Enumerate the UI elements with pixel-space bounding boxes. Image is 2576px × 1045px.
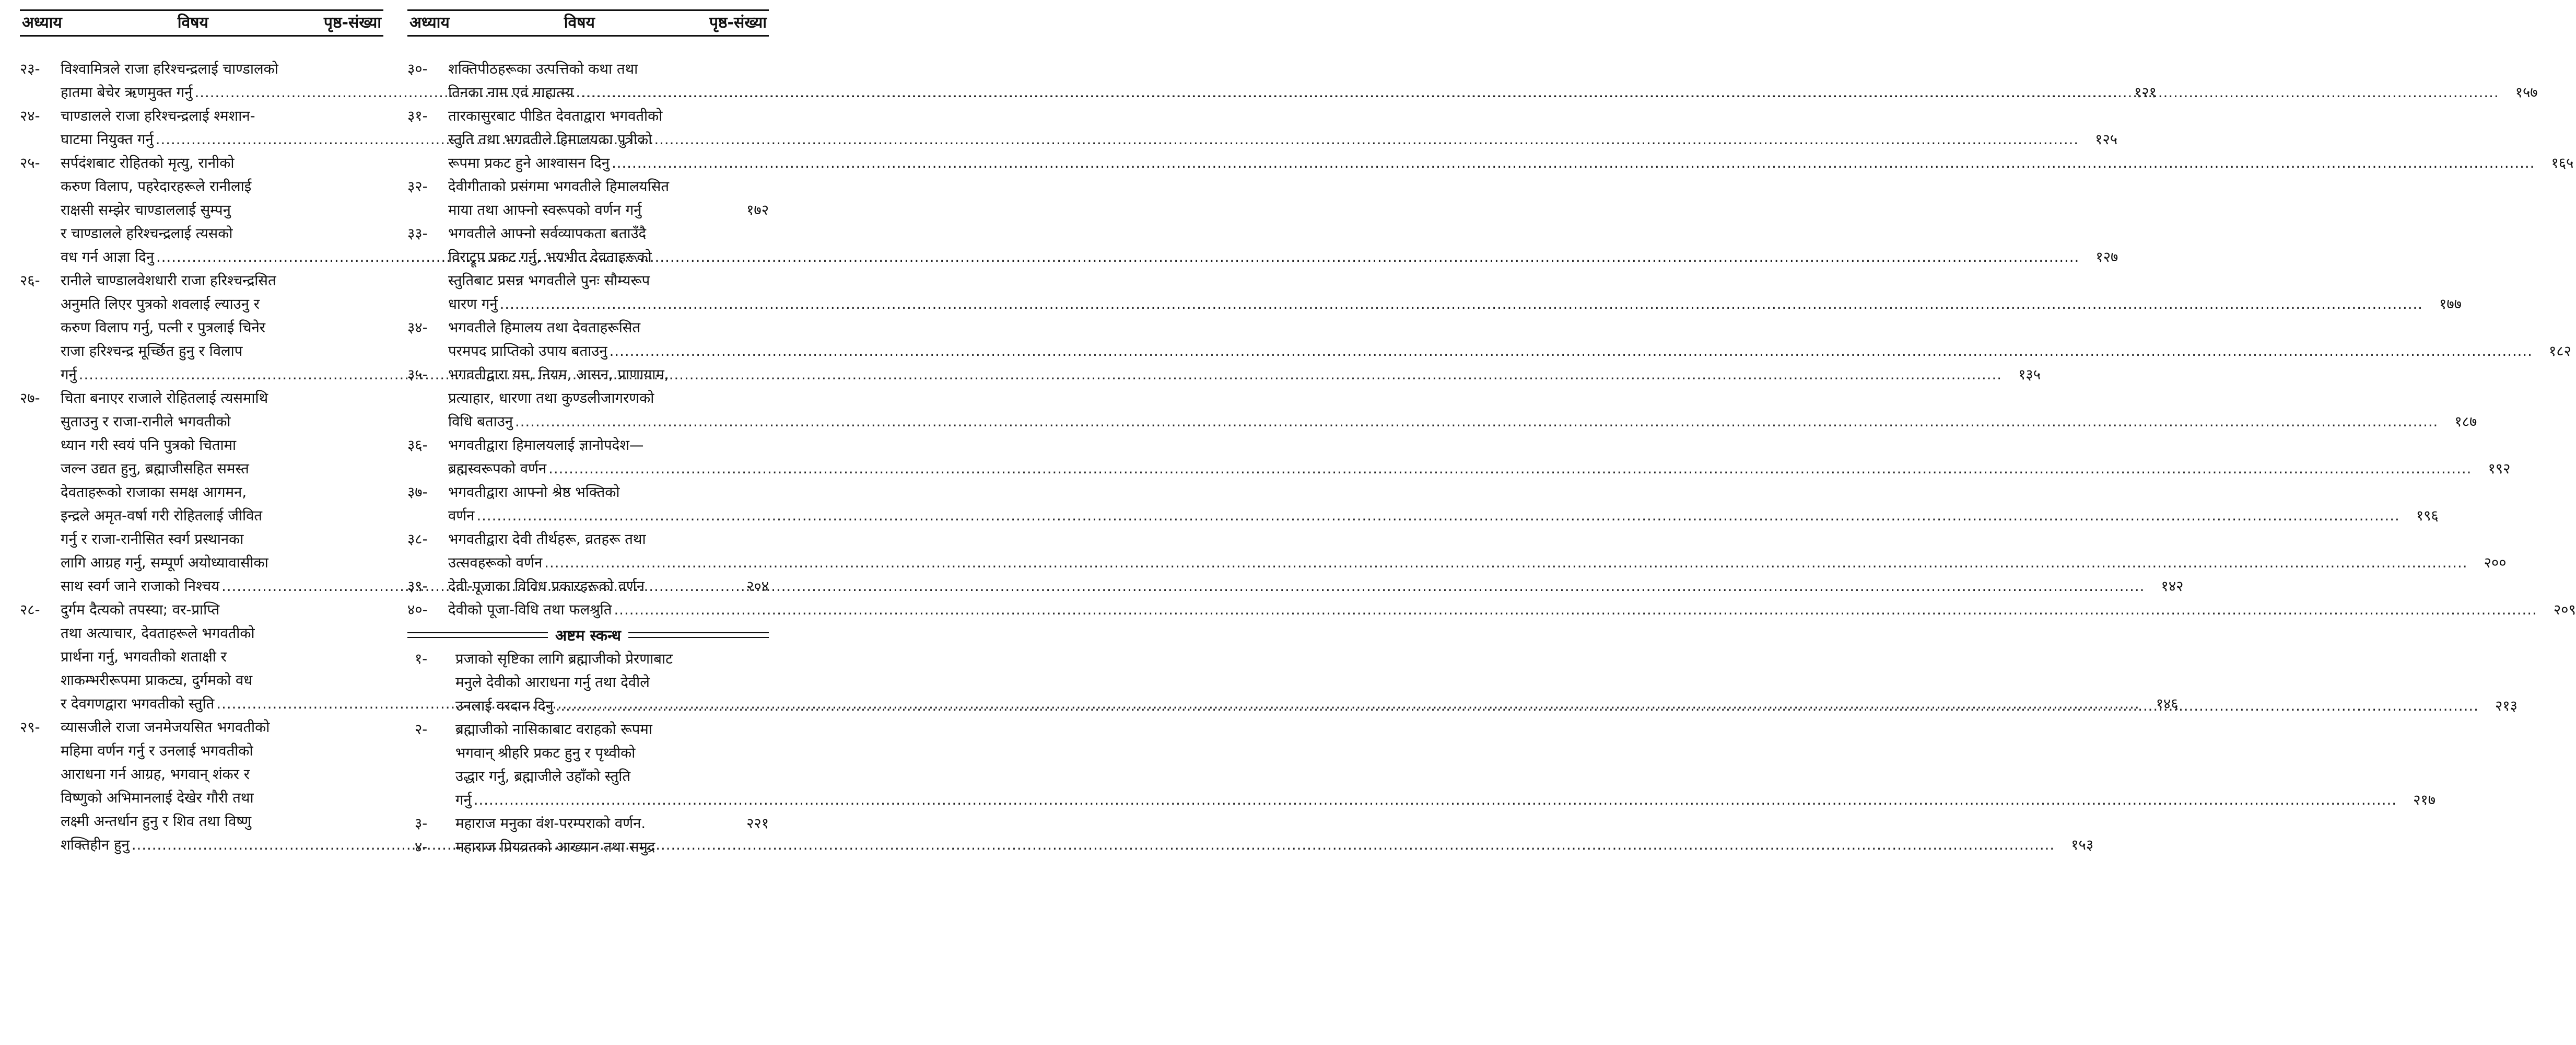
entry-text: राक्षसी सम्झेर चाण्डाललाई सुम्पनु <box>61 202 231 218</box>
dot-leader <box>614 598 2537 622</box>
entry-text: र चाण्डालले हरिश्चन्द्रलाई त्यसको <box>61 225 233 242</box>
entry-text: जल्न उद्यत हुनु, ब्रह्माजीसहित समस्त <box>61 460 249 477</box>
entry-line <box>448 57 2538 81</box>
entry-text: उत्सवहरूको वर्णन <box>448 554 543 571</box>
entry-line <box>448 598 2576 622</box>
column-header <box>407 9 769 37</box>
entry-text: र देवगणद्वारा भगवतीको स्तुति <box>61 695 215 712</box>
entry-line <box>455 671 2518 694</box>
chapter-number: ३- <box>415 815 428 832</box>
entry-text: राजा हरिश्चन्द्र मूर्च्छित हुनु र विलाप <box>61 343 243 359</box>
entry-text: व्यासजीले राजा जनमेजयसित भगवतीको <box>61 719 270 736</box>
toc-entry <box>407 175 769 222</box>
entry-line <box>448 434 2510 457</box>
chapter-number: २६- <box>20 272 40 289</box>
entry-line <box>448 104 2573 128</box>
chapter-number: ३४- <box>407 319 428 336</box>
entry-text: विष्णुको अभिमानलाई देखेर गौरी तथा <box>61 789 254 806</box>
entry-text: घाटमा नियुक्त गर्नु <box>61 131 154 148</box>
entry-text: इन्द्रले अमृत-वर्षा गरी रोहितलाई जीवित <box>61 507 263 524</box>
entry-text: उनलाई वरदान दिनु <box>455 698 554 714</box>
page-number: १५३ <box>2071 837 2094 853</box>
double-rule <box>628 632 769 638</box>
toc-entry <box>415 718 2436 812</box>
entry-line <box>455 812 769 835</box>
entry-text: ब्रह्माजीको नासिकाबाट वराहको रूपमा <box>455 721 652 738</box>
dot-leader <box>474 788 2397 812</box>
chapter-number: ४- <box>415 839 428 855</box>
entry-line <box>448 128 2573 152</box>
entry-text: मनुले देवीको आराधना गर्नु तथा देवीले <box>455 674 650 691</box>
entry-text: लागि आग्रह गर्नु, सम्पूर्ण अयोध्यावासीका <box>61 554 268 571</box>
entry-text: चाण्डालले राजा हरिश्चन्द्रलाई श्मशान- <box>61 108 255 124</box>
entry-text: भगवतीले आफ्नो सर्वव्यापकता बताउँदै <box>448 225 647 242</box>
entry-text: प्रार्थना गर्नु, भगवतीको शताक्षी र <box>61 648 227 665</box>
page-number: २१७ <box>2413 792 2436 808</box>
chapter-number: ३५- <box>407 366 428 383</box>
entry-line <box>448 152 2573 175</box>
page-number: १९२ <box>2488 460 2511 477</box>
page-number: १८२ <box>2549 343 2571 359</box>
entry-text: भगवान् श्रीहरि प्रकट हुनु र पृथ्वीको <box>455 745 636 761</box>
entry-text: महाराज प्रियव्रतको आख्यान तथा समुद्र <box>455 839 655 855</box>
page-number: १२७ <box>2095 249 2118 265</box>
entry-text: गर्नु र राजा-रानीसित स्वर्ग प्रस्थानका <box>61 531 244 548</box>
entry-line <box>61 575 2183 598</box>
entry-line <box>448 551 2507 575</box>
dot-leader <box>515 410 2438 434</box>
entry-text: साथ स्वर्ग जाने राजाको निश्चय <box>61 578 220 595</box>
entry-line <box>455 741 2436 765</box>
chapter-number: ३८- <box>407 531 428 548</box>
chapter-number: २९- <box>20 719 40 736</box>
page-number: १७७ <box>2439 296 2462 312</box>
entry-text: देवताहरूको राजाका समक्ष आगमन, <box>61 484 247 501</box>
entry-text: भगवतीद्वारा देवी तीर्थहरू, व्रतहरू तथा <box>448 531 646 548</box>
entry-text: तथा अत्याचार, देवताहरूले भगवतीको <box>61 625 255 642</box>
entry-text: महाराज मनुका वंश-परम्पराको वर्णन. <box>455 815 646 832</box>
page-number: १२५ <box>2095 131 2118 148</box>
entry-text: वर्णन <box>448 507 475 524</box>
entry-line <box>61 622 2179 645</box>
entry-text: गर्नु <box>61 366 77 383</box>
entry-text: ब्रह्मस्वरूपको वर्णन <box>448 460 547 477</box>
entry-line <box>448 81 2538 104</box>
entry-text: भगवतीद्वारा हिमालयलाई ज्ञानोपदेश— <box>448 437 644 454</box>
entry-text: माया तथा आफ्नो स्वरूपको वर्णन गर्नु <box>448 202 642 218</box>
page-number: २२१ <box>746 815 769 832</box>
dot-leader <box>610 340 2533 363</box>
page-number: २०४ <box>746 578 769 595</box>
toc-entry <box>407 481 2439 528</box>
entry-text: धारण गर्नु <box>448 296 498 312</box>
entry-line <box>61 175 2118 199</box>
entry-text: ध्यान गरी स्वयं पनि पुत्रको चितामा <box>61 437 237 454</box>
entry-line <box>455 788 2436 812</box>
entry-text: भगवतीद्वारा आफ्नो श्रेष्ठ भक्तिको <box>448 484 620 501</box>
toc-entry <box>415 812 769 835</box>
entry-line <box>448 528 2507 551</box>
entry-text: रूपमा प्रकट हुने आश्वासन दिनु <box>448 155 610 171</box>
entry-text: हातमा बेचेर ऋणमुक्त गर्नु <box>61 84 193 101</box>
column-header <box>20 9 383 37</box>
skandha-heading <box>407 625 769 645</box>
entry-line <box>61 833 2093 857</box>
chapter-number: २- <box>415 721 428 738</box>
entry-text: स्तुति तथा भगवतीले हिमालयका पुत्रीको <box>448 131 652 148</box>
entry-text: विधि बताउनु <box>448 413 513 430</box>
entry-text: रानीले चाण्डालवेशधारी राजा हरिश्चन्द्रसित <box>61 272 276 289</box>
entry-line <box>448 222 2462 246</box>
chapter-number: ३२- <box>407 178 428 195</box>
entry-text: दुर्गम दैत्यको तपस्या; वर-प्राप्ति <box>61 601 220 618</box>
chapter-number: ४०- <box>407 601 428 618</box>
entry-text: आराधना गर्न आग्रह, भगवान् शंकर र <box>61 766 250 783</box>
entry-line <box>61 810 2093 833</box>
dot-leader <box>544 551 2467 575</box>
entry-line <box>455 718 2436 741</box>
entry-text: चिता बनाएर राजाले रोहितलाई त्यसमाथि <box>61 390 268 407</box>
entry-line <box>448 175 769 199</box>
double-rule <box>407 632 548 638</box>
toc-entry <box>415 835 769 859</box>
entry-line <box>448 269 2462 293</box>
entry-text: वध गर्न आज्ञा दिनु <box>61 249 155 265</box>
entry-text: उद्धार गर्नु, ब्रह्माजीले उहाँको स्तुति <box>455 768 631 785</box>
dot-leader <box>576 81 2499 104</box>
header-page-number: पृष्ठ-संख्या <box>323 14 381 32</box>
entry-line <box>448 410 2477 434</box>
skandha-title: अष्टम स्कन्ध <box>555 626 621 644</box>
dot-leader <box>548 457 2472 481</box>
page-number: १४६ <box>2156 695 2179 712</box>
entry-text: विश्वामित्रले राजा हरिश्चन्द्रलाई चाण्डालको <box>61 61 278 77</box>
entry-text: देवी-पूजाका विविध प्रकारहरूको वर्णन <box>448 578 645 595</box>
chapter-number: ३७- <box>407 484 428 501</box>
entry-text: तारकासुरबाट पीडित देवताद्वारा भगवतीको <box>448 108 663 124</box>
page-number: १८७ <box>2454 413 2477 430</box>
entry-text: प्रत्याहार, धारणा तथा कुण्डलीजागरणको <box>448 390 654 407</box>
entry-line <box>448 481 2439 504</box>
entry-text: भगवतीले हिमालय तथा देवताहरूसित <box>448 319 641 336</box>
chapter-number: ३९- <box>407 578 428 595</box>
chapter-number: ३३- <box>407 225 428 242</box>
chapter-number: २८- <box>20 601 40 618</box>
entry-text: अनुमति लिएर पुत्रको शवलाई ल्याउनु र <box>61 296 260 312</box>
entry-text: सर्पदंशबाट रोहितको मृत्यु, रानीको <box>61 155 235 171</box>
toc-entry <box>407 575 769 598</box>
page-number: १३५ <box>2018 366 2041 383</box>
page-number: २०९ <box>2553 601 2576 618</box>
entry-text: महिमा वर्णन गर्नु र उनलाई भगवतीको <box>61 742 253 759</box>
entry-line <box>448 363 2477 387</box>
entry-text: विराट्रूप प्रकट गर्नु, भयभीत देवताहरूको <box>448 249 652 265</box>
dot-leader <box>500 293 2423 316</box>
chapter-number: ३६- <box>407 437 428 454</box>
entry-line <box>455 835 769 859</box>
page-number: १५७ <box>2515 84 2538 101</box>
chapter-number: १- <box>415 651 428 667</box>
page-number: २१३ <box>2495 698 2518 714</box>
entry-text: शक्तिपीठहरूका उत्पत्तिको कथा तथा <box>448 61 638 77</box>
header-chapter: अध्याय <box>22 14 62 32</box>
chapter-number: ३१- <box>407 108 428 124</box>
entry-text: शक्तिहीन हुनु <box>61 837 130 853</box>
dot-leader <box>556 694 2479 718</box>
entry-text: देवीको पूजा-विधि तथा फलश्रुति <box>448 601 612 618</box>
entry-text: तिनका नाम एवं माहात्म्य <box>448 84 574 101</box>
toc-entry <box>407 598 2576 622</box>
entry-line <box>455 694 2518 718</box>
entry-text: देवीगीताको प्रसंगमा भगवतीले हिमालयसित <box>448 178 669 195</box>
toc-entry <box>407 434 2511 481</box>
page-number: १२१ <box>2134 84 2157 101</box>
entry-line <box>448 575 769 598</box>
entry-line <box>448 457 2510 481</box>
entry-text: भगवतीद्वारा यम, नियम, आसन, प्राणायाम, <box>448 366 669 383</box>
toc-entry <box>407 316 2571 363</box>
chapter-number: २५- <box>20 155 40 171</box>
chapter-number: २४- <box>20 108 40 124</box>
chapter-number: ३०- <box>407 61 428 77</box>
entry-line <box>61 199 2118 222</box>
header-page-number: पृष्ठ-संख्या <box>709 14 767 32</box>
dot-leader <box>612 152 2535 175</box>
entry-line <box>448 246 2462 269</box>
entry-text: करुण विलाप गर्नु, पत्नी र पुत्रलाई चिनेर <box>61 319 266 336</box>
chapter-number: २३- <box>20 61 40 77</box>
entry-text: लक्ष्मी अन्तर्धान हुनु र शिव तथा विष्णु <box>61 813 252 830</box>
entry-line <box>455 765 2436 788</box>
entry-line <box>448 504 2439 528</box>
page-number: २०० <box>2484 554 2507 571</box>
entry-line <box>448 293 2462 316</box>
entry-text: स्तुतिबाट प्रसन्न भगवतीले पुनः सौम्यरूप <box>448 272 650 289</box>
entry-line <box>448 340 2571 363</box>
entry-text: शाकम्भरीरूपमा प्राकट्य, दुर्गमको वध <box>61 672 253 689</box>
dot-leader <box>476 504 2399 528</box>
chapter-number: २७- <box>20 390 40 407</box>
entry-line <box>455 647 2518 671</box>
entry-line <box>448 199 769 222</box>
entry-line <box>448 387 2477 410</box>
header-subject: विषय <box>564 14 595 32</box>
page-number: १४२ <box>2161 578 2184 595</box>
entry-text: सुताउनु र राजा-रानीले भगवतीको <box>61 413 231 430</box>
page-number: १९६ <box>2416 507 2439 524</box>
entry-text: परमपद प्राप्तिको उपाय बताउनु <box>448 343 607 359</box>
header-subject: विषय <box>177 14 208 32</box>
entry-text: प्रजाको सृष्टिका लागि ब्रह्माजीको प्रेरणाबाट <box>455 651 673 667</box>
header-chapter: अध्याय <box>409 14 450 32</box>
page-number: १७२ <box>746 202 769 218</box>
toc-entry <box>407 528 2507 575</box>
entry-text: गर्नु <box>455 792 472 808</box>
entry-line <box>448 316 2571 340</box>
page-number: १६५ <box>2551 155 2574 171</box>
entry-text: करुण विलाप, पहरेदारहरूले रानीलाई <box>61 178 252 195</box>
